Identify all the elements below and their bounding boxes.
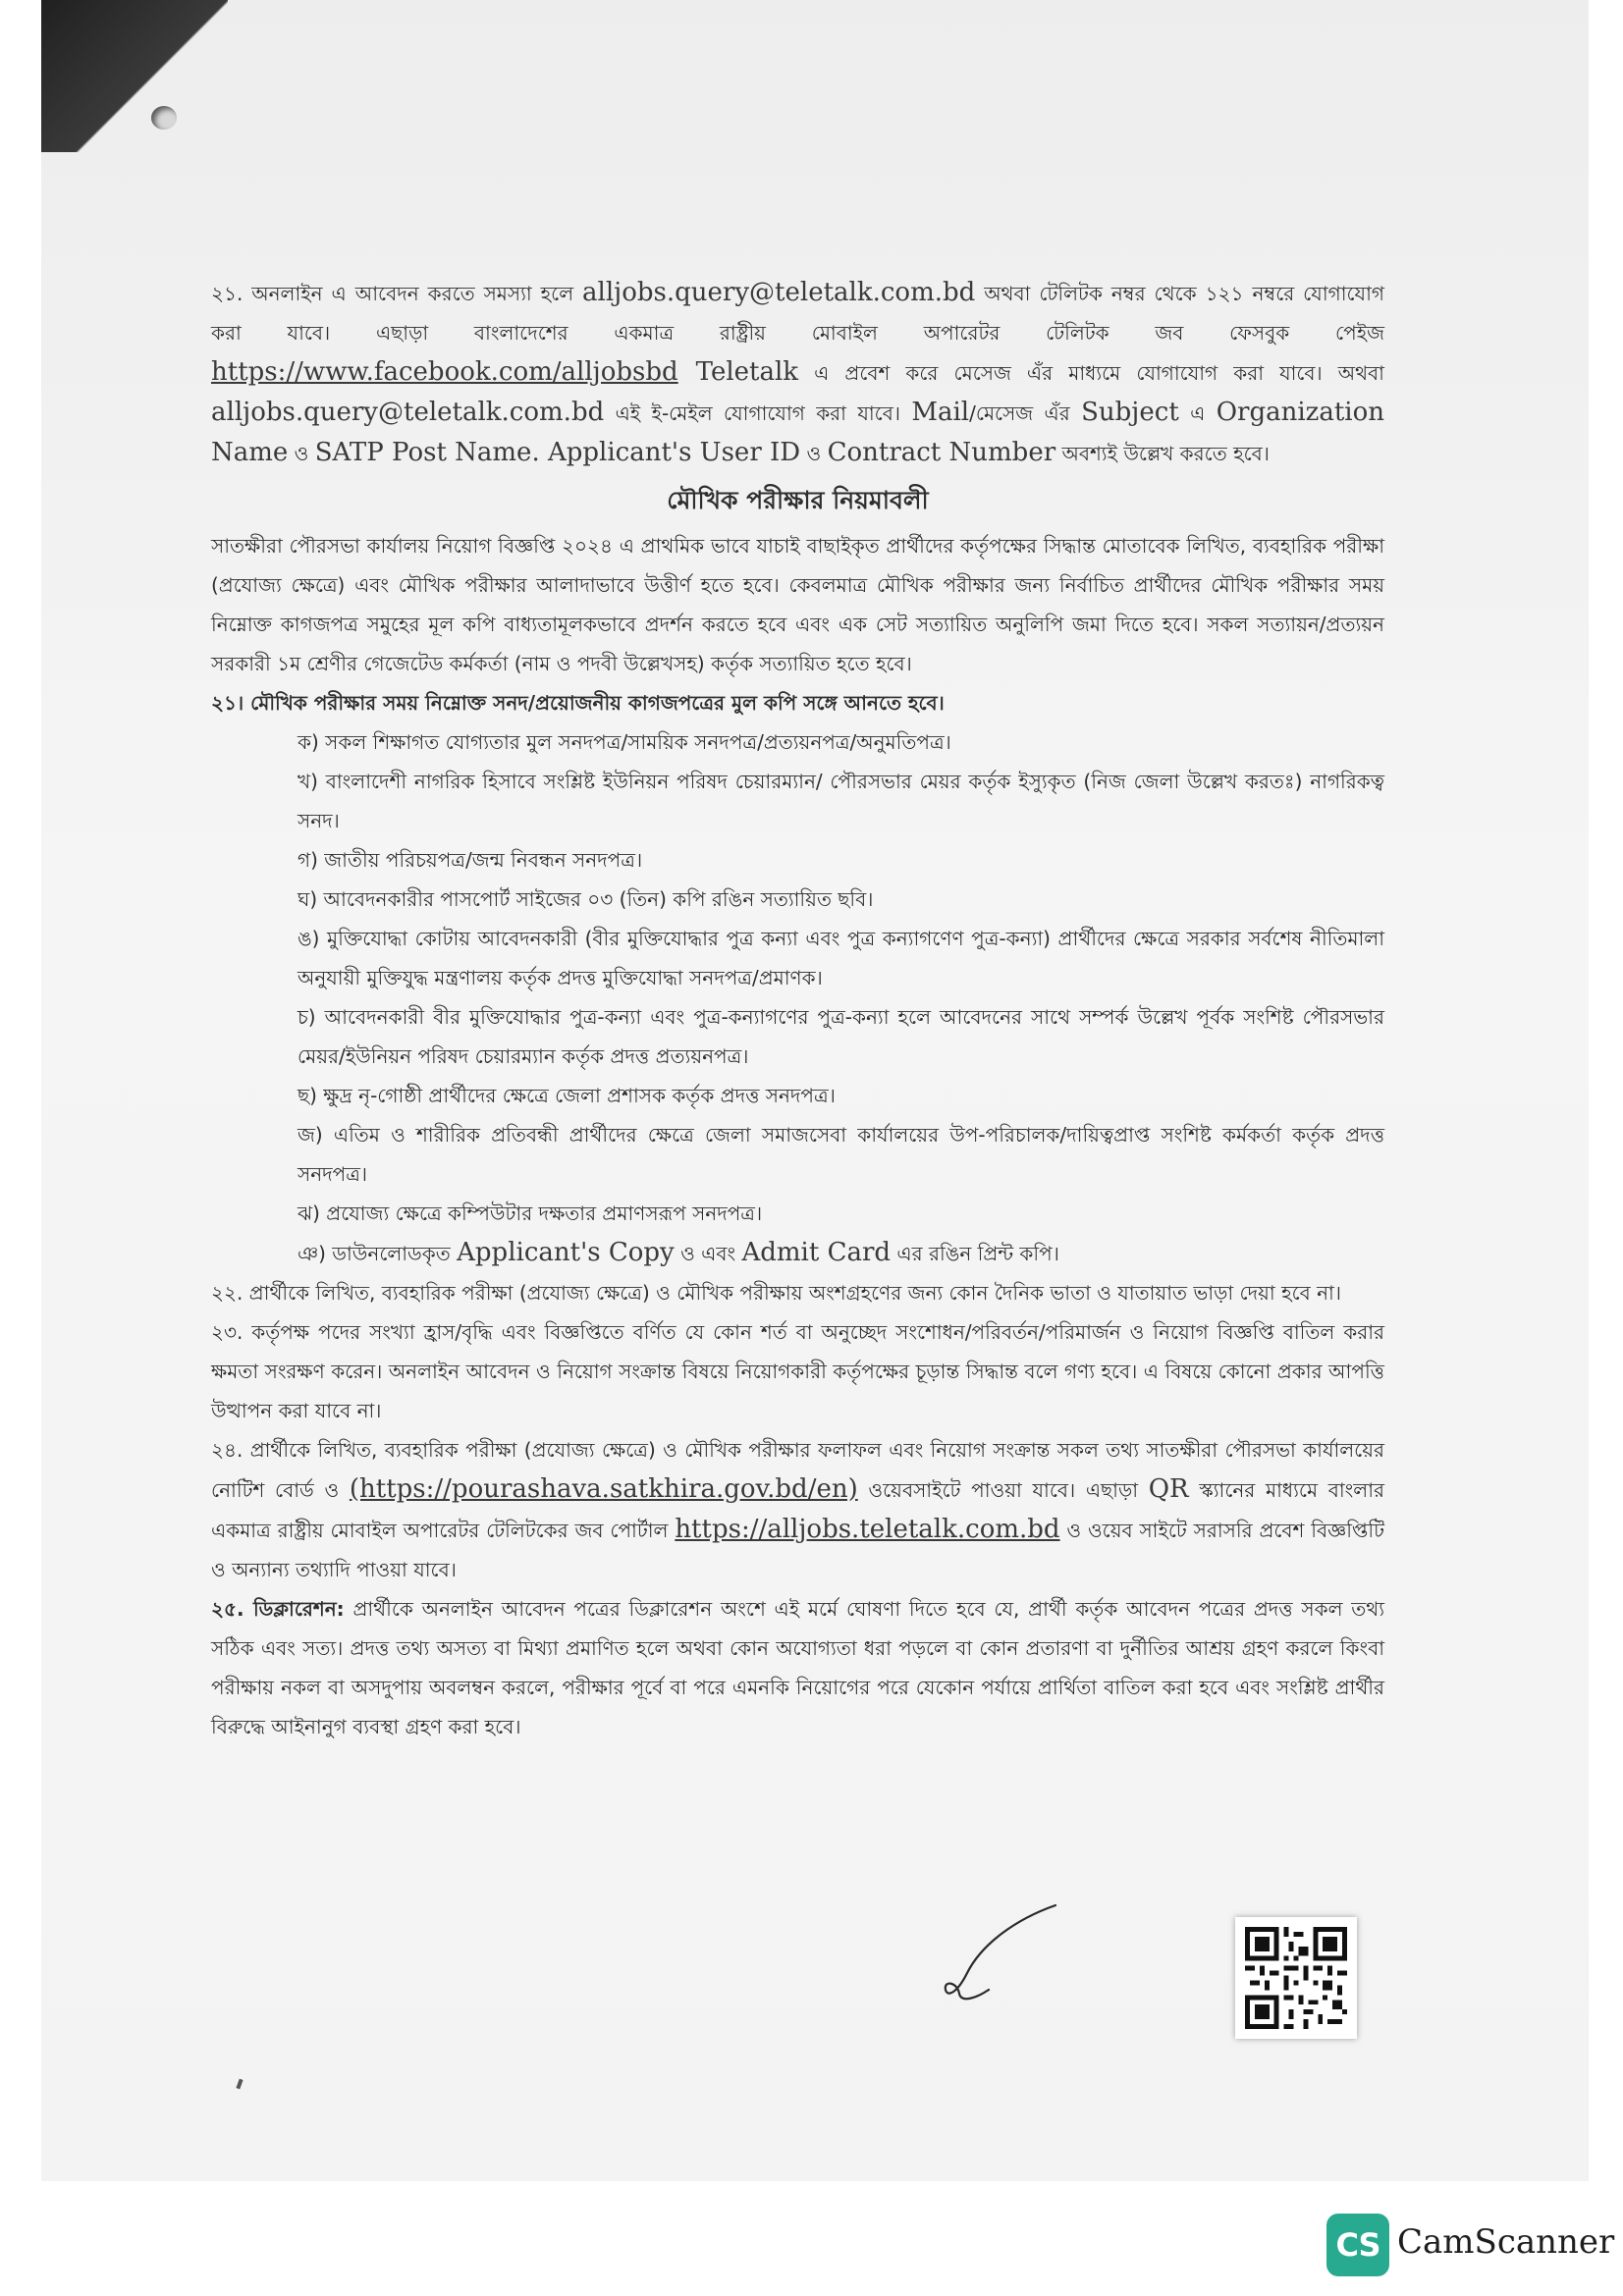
paragraph-24	[211, 1430, 1384, 1589]
admit-card: Admit Card	[741, 1238, 892, 1267]
org-name: Organization Name	[211, 398, 1385, 467]
qr-code[interactable]	[1235, 1917, 1357, 2039]
pen-mark	[236, 2079, 243, 2090]
text-span: ওয়েবসাইটে পাওয়া যাবে। এছাড়া	[857, 1478, 1149, 1502]
text-span: এর রঙিন প্রিন্ট কপি।	[891, 1242, 1059, 1265]
list-item-ga: গ) জাতীয় পরিচয়পত্র/জন্ম নিবন্ধন সনদপত্র।	[298, 848, 643, 872]
alljobs-link[interactable]: https://alljobs.teletalk.com.bd	[675, 1515, 1060, 1544]
qr-word: QR	[1148, 1474, 1189, 1504]
text-span: অথবা টেলিটক নম্বর থেকে ১২১ নম্বরে যোগাযোগ করা যাবে। এছাড়া বাংলাদেশের একমাত্র রাষ্ট্রীয় মোবাইল অপারেটর টেলিটক জব ফেসবুক পেইজ	[211, 282, 1384, 345]
contract-number: Contract Number	[827, 438, 1056, 467]
text-span: স্ক্যানের মাধ্যমে বাংলার একমাত্র রাষ্ট্রীয় মোবাইল অপারেটর টেলিটকের জব পোর্টাল	[211, 1478, 1384, 1542]
list-item-kha: খ) বাংলাদেশী নাগরিক হিসাবে সংশ্লিষ্ট ইউনিয়ন পরিষদ চেয়ারম্যান/ পৌরসভার মেয়র কর্তৃক ইস্যুকৃত (নিজ জেলা উল্লেখ করতঃ) নাগরিকত্ব সনদ।	[298, 770, 1384, 832]
text-span: ২৪. প্রার্থীকে লিখিত, ব্যবহারিক পরীক্ষা (প্রযোজ্য ক্ষেত্রে) ও মৌখিক পরীক্ষার ফলাফল এবং নিয়োগ সংক্রান্ত সকল তথ্য সাতক্ষীরা পৌরসভা কার্যালয়ের নোটিশ বোর্ড ও	[211, 1438, 1384, 1502]
list-item-chha: ছ) ক্ষুদ্র নৃ-গোষ্ঠী প্রার্থীদের ক্ষেত্রে জেলা প্রশাসক কর্তৃক প্রদত্ত সনদপত্র।	[298, 1084, 836, 1107]
text-span: ও ওয়েব সাইটে সরাসরি প্রবেশ বিজ্ঞপ্তিটি ও অন্যান্য তথ্যাদি পাওয়া যাবে।	[211, 1519, 1384, 1581]
pourashava-link[interactable]: (https://pourashava.satkhira.gov.bd/en)	[349, 1474, 858, 1504]
text-span: এই ই-মেইল যোগাযোগ করা যাবে।	[604, 401, 912, 425]
qr-code-graphic	[1245, 1927, 1347, 2029]
text-span: ২১. অনলাইন এ আবেদন করতে সমস্যা হলে	[211, 282, 583, 305]
text-span: অবশ্যই উল্লেখ করতে হবে।	[1055, 442, 1270, 465]
document-body	[211, 273, 1384, 1746]
list-item-nya	[298, 1233, 1384, 1273]
camscanner-text: CamScanner	[1397, 2222, 1615, 2262]
punch-hole	[151, 106, 177, 130]
text-span: এ	[1178, 401, 1217, 425]
text-span: ঞ) ডাউনলোডকৃত	[298, 1242, 458, 1265]
text-span: ও এবং	[674, 1242, 742, 1265]
text-span: প্রার্থীকে অনলাইন আবেদন পত্রের ডিক্লারেশন অংশে এই মর্মে ঘোষণা দিতে হবে যে, প্রার্থী কর্তৃক আবেদন পত্রের প্রদত্ত সকল তথ্য সঠিক এবং সত্য। প্রদত্ত তথ্য অসত্য বা মিথ্যা প্রমাণিত হলে অথবা কোন অযোগ্যতা ধরা পড়লে বা কোন প্রতারণা বা দুর্নীতির আশ্রয় গ্রহণ করলে কিংবা পরীক্ষায় নকল বা অসদুপায় অবলম্বন করলে, পরীক্ষার পূর্বে বা পরে এমনকি নিয়োগের পরে যেকোন পর্যায়ে প্রার্থিতা বাতিল করা হবে এবং সংশ্লিষ্ট প্রার্থীর বিরুদ্ধে আইনানুগ ব্যবস্থা গ্রহণ করা হবে।	[211, 1597, 1385, 1738]
email-link-2[interactable]: alljobs.query@teletalk.com.bd	[211, 398, 605, 427]
text-span: ও	[800, 442, 828, 465]
paragraph-21-online-help	[211, 273, 1384, 473]
text-span: এ প্রবেশ করে মেসেজ এঁর মাধ্যমে যোগাযোগ করা যাবে। অথবা	[798, 361, 1384, 385]
facebook-link[interactable]: https://www.facebook.com/alljobsbd	[211, 357, 678, 387]
list-item-ja: জ) এতিম ও শারীরিক প্রতিবন্ধী প্রার্থীদের ক্ষেত্রে জেলা সমাজসেবা কার্যালয়ের উপ-পরিচালক/দায়িত্বপ্রাপ্ত সংশিষ্ট কর্মকর্তা কর্তৃক প্রদত্ত সনদপত্র।	[298, 1123, 1384, 1186]
paragraph-21-title: ২১। মৌখিক পরীক্ষার সময় নিম্নোক্ত সনদ/প্রয়োজনীয় কাগজপত্রের মুল কপি সঙ্গে আনতে হবে।	[211, 691, 945, 715]
list-item-ka: ক) সকল শিক্ষাগত যোগ্যতার মুল সনদপত্র/সাময়িক সনদপত্র/প্রত্যয়নপত্র/অনুমতিপত্র।	[298, 730, 951, 754]
subject-word: Subject	[1081, 398, 1179, 427]
signature	[938, 1899, 1065, 2017]
satp-post-name: SATP Post Name. Applicant's User ID	[314, 438, 801, 467]
text-span: ও	[288, 442, 315, 465]
text-span: /মেসেজ এঁর	[969, 401, 1082, 425]
intro-paragraph: সাতক্ষীরা পৌরসভা কার্যালয় নিয়োগ বিজ্ঞপ্তি ২০২৪ এ প্রাথমিক ভাবে যাচাই বাছাইকৃত প্রার্থীদের কর্তৃপক্ষের সিদ্ধান্ত মোতাবেক লিখিত, ব্যবহারিক পরীক্ষা (প্রযোজ্য ক্ষেত্রে) এবং মৌখিক পরীক্ষার আলাদাভাবে উত্তীর্ণ হতে হবে। কেবলমাত্র মৌখিক পরীক্ষার জন্য নির্বাচিত প্রার্থীদের মৌখিক পরীক্ষার সময় নিম্নোক্ত কাগজপত্র সমুহের মূল কপি বাধ্যতামূলকভাবে প্রদর্শন করতে হবে এবং এক সেট সত্যায়িত অনুলিপি জমা দিতে হবে। সকল সত্যায়ন/প্রত্যয়ন সরকারী ১ম শ্রেণীর গেজেটেড কর্মকর্তা (নাম ও পদবী উল্লেখসহ) কর্তৃক সত্যায়িত হতে হবে।	[211, 534, 1384, 675]
camscanner-logo: CS	[1326, 2214, 1389, 2276]
declaration-label: ২৫. ডিক্লারেশন:	[211, 1597, 345, 1621]
applicants-copy: Applicant's Copy	[457, 1238, 675, 1267]
brand-name: Teletalk	[677, 357, 799, 387]
email-link[interactable]: alljobs.query@teletalk.com.bd	[582, 278, 976, 307]
list-item-jha: ঝ) প্রযোজ্য ক্ষেত্রে কম্পিউটার দক্ষতার প্রমাণসরূপ সনদপত্র।	[298, 1201, 763, 1225]
list-item-cha: চ) আবেদনকারী বীর মুক্তিযোদ্ধার পুত্র-কন্যা এবং পুত্র-কন্যাগণের পুত্র-কন্যা হলে আবেদনের সাথে সম্পর্ক উল্লেখ পূর্বক সংশিষ্ট পৌরসভার মেয়র/ইউনিয়ন পরিষদ চেয়ারম্যান কর্তৃক প্রদত্ত প্রত্যয়নপত্র।	[298, 1005, 1384, 1068]
list-item-gha: ঘ) আবেদনকারীর পাসপোর্ট সাইজের ০৩ (তিন) কপি রঙিন সত্যায়িত ছবি।	[298, 887, 874, 911]
list-item-uma: ঙ) মুক্তিযোদ্ধা কোটায় আবেদনকারী (বীর মুক্তিযোদ্ধার পুত্র কন্যা এবং পুত্র কন্যাগণেণ পুত্র-কন্যা) প্রার্থীদের ক্ষেত্রে সরকার সর্বশেষ নীতিমালা অনুযায়ী মুক্তিযুদ্ধ মন্ত্রণালয় কর্তৃক প্রদত্ত মুক্তিযোদ্ধা সনদপত্র/প্রমাণক।	[298, 927, 1384, 989]
paragraph-22: ২২. প্রার্থীকে লিখিত, ব্যবহারিক পরীক্ষা (প্রযোজ্য ক্ষেত্রে) ও মৌখিক পরীক্ষায় অংশগ্রহণের জন্য কোন দৈনিক ভাতা ও যাতায়াত ভাড়া দেয়া হবে না।	[211, 1281, 1341, 1305]
section-heading: মৌখিক পরীক্ষার নিয়মাবলী	[667, 486, 929, 514]
mail-word: Mail	[911, 398, 970, 427]
paragraph-25-declaration	[211, 1589, 1384, 1746]
paragraph-23: ২৩. কর্তৃপক্ষ পদের সংখ্যা হ্রাস/বৃদ্ধি এবং বিজ্ঞপ্তিতে বর্ণিত যে কোন শর্ত বা অনুচ্ছেদ সংশোধন/পরিবর্তন/পরিমার্জন ও নিয়োগ বিজ্ঞপ্তি বাতিল করার ক্ষমতা সংরক্ষণ করেন। অনলাইন আবেদন ও নিয়োগ সংক্রান্ত বিষয়ে নিয়োগকারী কর্তৃপক্ষের চূড়ান্ত সিদ্ধান্ত বলে গণ্য হবে। এ বিষয়ে কোনো প্রকার আপত্তি উত্থাপন করা যাবে না।	[211, 1320, 1384, 1422]
corner-shadow	[41, 0, 228, 152]
